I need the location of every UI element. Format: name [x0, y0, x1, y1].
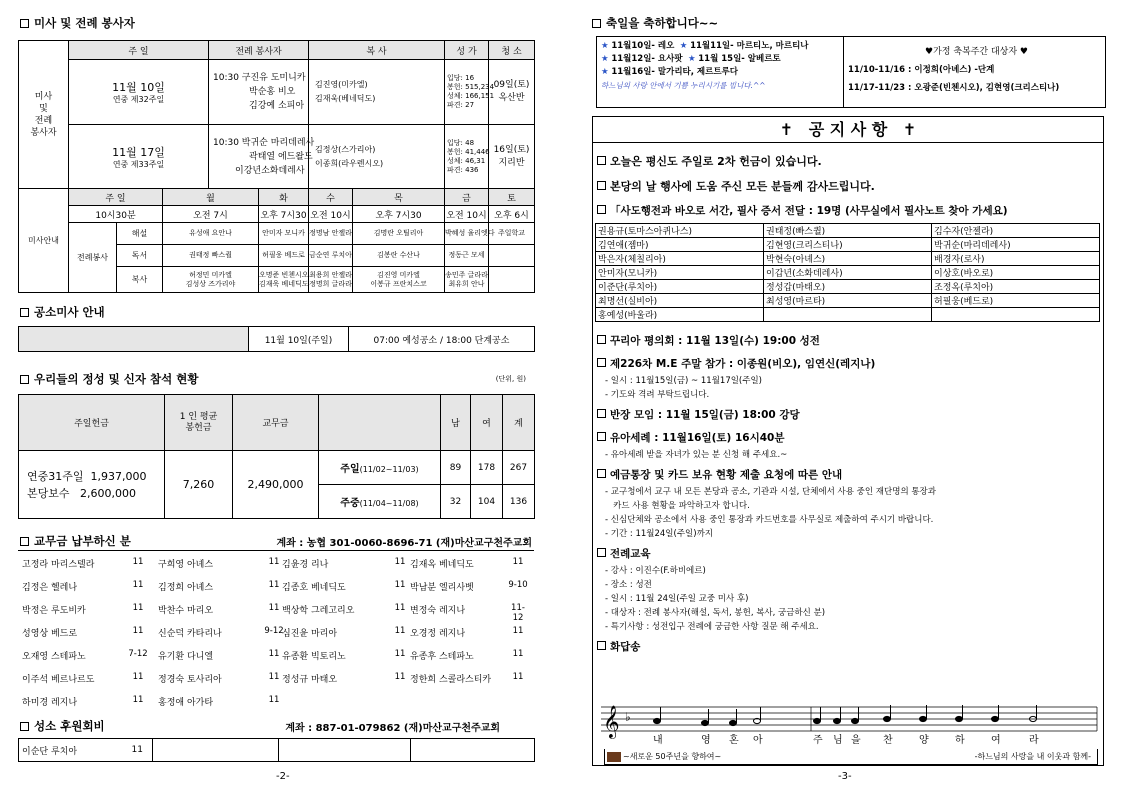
- ministers-side-label: 미사 및 전례 봉사자: [19, 41, 69, 189]
- music-note: [992, 716, 999, 721]
- scribe-cell: 김연애(젬마): [596, 238, 764, 252]
- scribe-cell: 박귀순(마리데레사): [932, 238, 1100, 252]
- dues-entry: 오경정 레지나: [410, 629, 466, 639]
- dues-entry: 변정숙 레지나: [410, 606, 466, 616]
- lyric-syllable: 라: [1029, 735, 1039, 746]
- dues-entry: 유종후 스테파노: [410, 652, 474, 662]
- notice-detail: - 특기사항 : 성전입구 전례에 궁금한 사항 질문 해 주세요.: [605, 622, 819, 632]
- scribe-cell: 홍예성(바울라): [596, 308, 764, 322]
- checkbox-icon: [20, 722, 29, 731]
- logo-icon: [607, 752, 621, 762]
- scribe-cell: 최명선(실비아): [596, 294, 764, 308]
- notice-item: 화답송: [597, 639, 640, 654]
- dues-months: 11: [132, 603, 144, 613]
- music-note: [852, 718, 859, 723]
- dues-months: 11: [512, 649, 524, 659]
- ministers-title: 미사 및 전례 봉사자: [20, 14, 135, 32]
- scribe-cell: 이갑년(소화데레사): [764, 266, 932, 280]
- lyric-syllable: 혼: [729, 735, 739, 746]
- row-subdate: 연중 제32주일: [112, 95, 165, 104]
- scribe-table: [595, 223, 1100, 322]
- star-icon: ★: [687, 54, 696, 64]
- notice-title: ✝ 공 지 사 항 ✝: [593, 117, 1103, 143]
- dues-entry: 신순덕 카타리나: [158, 629, 222, 639]
- dues-entry: 이주석 베르나르도: [22, 675, 95, 685]
- checkbox-icon: [20, 19, 29, 28]
- notice-item: 꾸리아 평의회 : 11월 13일(수) 19:00 성전: [597, 333, 820, 348]
- notice-item: 반장 모임 : 11월 15일(금) 18:00 강당: [597, 407, 800, 422]
- dues-months: 11: [512, 626, 524, 636]
- notice-detail: - 장소 : 성전: [605, 580, 652, 590]
- minister-row: 11월 17일 연중 제33주일 10:30 박귀순 마리데레사 곽태열 에드왈드 이강년소화데레사 김정상(스가리아) 이종희(라우렌시오) 입당: 48 봉헌: 41,446 성체: 46,31 파견: 436 16일(토) 지리반: [19, 125, 535, 189]
- offering-title: 우리들의 정성 및 신자 참석 현황 (단위, 원): [20, 370, 536, 388]
- star-icon: ★: [601, 67, 609, 77]
- page-number: -2-: [276, 771, 290, 782]
- notice-item: 전례교육: [597, 546, 651, 561]
- col-header: 성 가: [445, 41, 489, 60]
- col-header: 주 일: [69, 41, 209, 60]
- dues-entry: 홍정애 아가타: [158, 698, 214, 708]
- dues-months: 11: [268, 580, 280, 590]
- dues-entry: 김윤경 리나: [282, 560, 329, 570]
- dues-months: 11: [394, 626, 406, 636]
- public-mass-title: 공소미사 안내: [20, 303, 105, 321]
- notice-item: 제226차 M.E 주말 참가 : 이종원(비오), 임연신(레지나): [597, 356, 875, 371]
- donors-title: 성소 후원회비 계좌 : 887-01-079862 (재)마산교구천주교회: [20, 717, 500, 735]
- cross-icon: ✝: [902, 120, 917, 139]
- dues-entry: 박남분 엘리사벳: [410, 583, 474, 593]
- dues-entry: 백상학 그레고리오: [282, 606, 355, 616]
- ministers-table: 미사 및 전례 봉사자 주 일 전례 봉사자 복 사 성 가 청 소 11월 10일 연중 제32주일 10:30 구진유 도미니카 박순홍 비오 김강예 소피아 김진영(미카엘) 김재욱(베네딕도) 입당: 16 봉헌: 515,234 성체: 166,151 파견: 27 09일(토) 옥산반 11월 17일 연중 제33주일 10:30 박귀순 마리데레사 곽태열 에드왈드 이강년소화데레사 김정상(스가리아) 이종희(라우렌시오) 입당: 48 봉헌: 41,446 성체: 46,31 파견: 436 16일(토) 지리반 미사안내 주 일 월 화 수 목 금 토 10시30분 오전 7시 오후 7시30 오전 10시 오후 7시30 오전 10시 오후 6시 전례봉사 해설 유성애 요안나 안미자 모니카 정명남 안젤라 김명란 오틸리아 박혜성 율리엣다 주일학교 독서 권태정 빠스퀄 허필웅 베드로 금순연 루치아 김봉란 수산나 정동근 모세 복사 허정민 미카엘 김성상 즈가리야 오명준 빈첸시오 김재욱 베네딕도 최용희 안젤라 정명희 글라라 김진영 미카엘 이봉규 프란치스코 송민주 글라라 최유희 안나: [18, 40, 535, 293]
- mass-role-row: 독서 권태정 빠스퀄 허필웅 베드로 금순연 루치아 김봉란 수산나 정동근 모세: [19, 245, 535, 267]
- notice-item: 본당의 날 행사에 도움 주신 모든 분들께 감사드립니다.: [597, 174, 1008, 199]
- dues-entry: 정경숙 토사리아: [158, 675, 222, 685]
- music-note: [814, 718, 821, 723]
- notice-item: 예금통장 및 카드 보유 현황 제출 요청에 따른 안내: [597, 467, 842, 482]
- checkbox-icon: [20, 537, 29, 546]
- music-note: [730, 720, 737, 725]
- scribe-cell: 정성갑(마태오): [764, 280, 932, 294]
- right-page: [590, 0, 1105, 795]
- col-header: 전례 봉사자: [209, 41, 309, 60]
- dues-entry: 김정희 아녜스: [158, 583, 214, 593]
- row-subdate: 연중 제33주일: [112, 159, 165, 169]
- dues-months: 11-12: [511, 603, 525, 623]
- mass-role-row: 복사 허정민 미카엘 김성상 즈가리야 오명준 빈첸시오 김재욱 베네딕도 최용희 안젤라 정명희 글라라 김진영 미카엘 이봉규 프란치스코 송민주 글라라 최유희 안나: [19, 267, 535, 293]
- dues-entry: 정한희 스콜라스티카: [410, 675, 492, 685]
- dues-months: 11: [132, 626, 144, 636]
- dues-entry: 김정은 헬레나: [22, 583, 78, 593]
- left-page: [18, 0, 534, 795]
- dues-months: 11: [132, 695, 144, 705]
- scribe-cell: 허필웅(베드로): [932, 294, 1100, 308]
- checkbox-icon: [592, 19, 601, 28]
- dues-entry: 박찬수 마리오: [158, 606, 214, 616]
- dues-entry: 박정은 루도비카: [22, 606, 86, 616]
- star-icon: ★: [679, 41, 688, 51]
- scribe-cell: 김현영(크리스티나): [764, 238, 932, 252]
- scribe-cell: 이상호(바오로): [932, 266, 1100, 280]
- lyric-syllable: 여: [991, 735, 1001, 746]
- dues-months: 9-10: [508, 580, 528, 590]
- dues-months: 11: [394, 557, 406, 567]
- checkbox-icon: [20, 308, 29, 317]
- music-note: [956, 716, 963, 721]
- mass-side-label: 미사안내: [19, 189, 69, 293]
- music-staff: [597, 701, 1101, 745]
- notice-detail: - 교구청에서 교구 내 모든 본당과 공소, 기관과 시설, 단체에서 사용 중인 재단명의 통장과: [605, 487, 936, 497]
- dues-months: 11: [268, 695, 280, 705]
- scribe-cell: [932, 308, 1100, 322]
- dues-months: 11: [512, 557, 524, 567]
- dues-months: 11: [268, 649, 280, 659]
- checkbox-icon: [597, 432, 606, 441]
- feast-box: ★ 11월10일- 레오 ★ 11월11일- 마르티노, 마르티나 ★ 11월12일- 요사팟 ★ 11월 15일- 알베르토 ★ 11월16일- 말가리타, 제르트루다 하느님의 사랑 안에서 기쁨 누리시기를 빕니다.^^: [596, 36, 844, 108]
- dues-months: 11: [132, 557, 144, 567]
- mass-role-row: 전례봉사 해설 유성애 요안나 안미자 모니카 정명남 안젤라 김명란 오틸리아 박혜성 율리엣다 주일학교: [19, 223, 535, 245]
- dues-months: 11: [268, 557, 280, 567]
- scribe-cell: 안미자(모니카): [596, 266, 764, 280]
- lyric-syllable: 내: [653, 735, 663, 746]
- scribe-cell: 박현숙(아녜스): [764, 252, 932, 266]
- dues-entry: 성영상 베드로: [22, 629, 78, 639]
- dues-entry: 오재영 스테파노: [22, 652, 86, 662]
- page-number: -3-: [838, 771, 852, 782]
- checkbox-icon: [597, 335, 606, 344]
- dues-entry: 정성규 마태오: [282, 675, 338, 685]
- dues-months: 11: [268, 672, 280, 682]
- dues-entry: 고정라 마리스텔라: [22, 560, 95, 570]
- lyric-syllable: 양: [919, 735, 929, 746]
- scribe-cell: 조정옥(루치아): [932, 280, 1100, 294]
- dues-entry: 하미경 레지나: [22, 698, 78, 708]
- checkbox-icon: [20, 375, 29, 384]
- dues-entry: 구희영 아녜스: [158, 560, 214, 570]
- footer-bar: ~새로운 50주년을 향하여~ -하느님의 사랑을 내 이웃과 함께-: [604, 749, 1098, 765]
- notice-detail: - 유아세례 받을 자녀가 있는 분 신청 해 주세요.~: [605, 450, 788, 460]
- dues-months: 11: [394, 649, 406, 659]
- checkbox-icon: [597, 641, 606, 650]
- notice-item: 오늘은 평신도 주일로 2차 헌금이 있습니다.: [597, 149, 1008, 174]
- dues-entry: 유종환 빅토리노: [282, 652, 346, 662]
- music-note: [834, 718, 841, 723]
- dues-entry: 심진윤 마리아: [282, 629, 338, 639]
- scribe-cell: [764, 308, 932, 322]
- notice-detail: - 일시 : 11월 24일(주일 교중 미사 후): [605, 594, 749, 604]
- music-note: [702, 720, 709, 725]
- notice-item: 「사도행전과 바오로 서간, 필사 증서 전달 : 19명 (사무실에서 필사노트 찾아 가세요): [597, 199, 1008, 224]
- lyric-syllable: 님: [833, 735, 843, 746]
- dues-months: 11: [132, 580, 144, 590]
- dues-title: 교무금 납부하신 분 계좌 : 농협 301-0060-8696-71 (재)마산교구천주교회: [20, 532, 532, 550]
- notice-detail: - 기간 : 11월24일(주일)까지: [605, 529, 713, 539]
- dues-months: 7-12: [128, 649, 148, 659]
- checkbox-icon: [597, 469, 606, 478]
- col-header: 청 소: [489, 41, 535, 60]
- lyric-syllable: 찬: [883, 735, 893, 746]
- scribe-cell: 이준단(루치아): [596, 280, 764, 294]
- lyric-syllable: 아: [753, 735, 763, 746]
- notice-items: [597, 149, 1008, 224]
- notice-detail: - 대상자 : 전례 봉사자(해설, 독서, 봉헌, 복사, 궁금하신 분): [605, 608, 826, 618]
- cross-icon: ✝: [779, 120, 794, 139]
- dues-entry: 김종호 베네딕도: [282, 583, 346, 593]
- notice-detail: - 신심단체와 공소에서 사용 중인 통장과 카드번호를 사무실로 제출하여 주시기 바랍니다.: [605, 515, 934, 525]
- scribe-cell: 박은자(체칠리아): [596, 252, 764, 266]
- notice-detail: - 기도와 격려 부탁드립니다.: [605, 390, 710, 400]
- lyric-syllable: 영: [701, 735, 711, 746]
- celebrate-title: 축일을 축하합니다~~: [592, 14, 718, 32]
- dues-months: 11: [268, 603, 280, 613]
- dues-months: 11: [394, 672, 406, 682]
- scribe-cell: 권태정(빠스퀄): [764, 224, 932, 238]
- family-box: ♥가정 축복주간 대상자 ♥ 11/10-11/16 : 이정희(아녜스) -단계 11/17-11/23 : 오광준(빈첸시오), 김현영(크리스티나): [844, 36, 1106, 108]
- feast-closing: 하느님의 사랑 안에서 기쁨 누리시기를 빕니다.^^: [601, 81, 766, 90]
- treble-clef-icon: 𝄞: [603, 705, 620, 738]
- notice-detail: - 강사 : 이진수(F.하비에르): [605, 566, 706, 576]
- row-date: 11월 17일: [112, 145, 165, 159]
- notice-box: [592, 116, 1104, 766]
- col-header: 복 사: [309, 41, 445, 60]
- checkbox-icon: [597, 409, 606, 418]
- offering-table: 주일헌금 1 인 평균 봉헌금 교무금 남 여 계 연중31주일 1,937,000 본당보수 2,600,000 7,260 2,490,000 주일(11/02~11/03) 89 178 267 주중(11/04~11/08) 32 104 136: [18, 394, 535, 519]
- dues-months: 11: [394, 580, 406, 590]
- music-note: [654, 718, 661, 723]
- dues-months: 11: [512, 672, 524, 682]
- dues-months: 9-12: [264, 626, 284, 636]
- notice-detail: 카드 사용 현황을 파악하고자 합니다.: [605, 501, 750, 511]
- scribe-cell: 권용규(토마스아퀴나스): [596, 224, 764, 238]
- row-date: 11월 10일: [112, 81, 165, 94]
- scribe-cell: 배경자(로사): [932, 252, 1100, 266]
- checkbox-icon: [597, 358, 606, 367]
- star-icon: ★: [601, 54, 609, 64]
- star-icon: ★: [601, 41, 609, 51]
- minister-row: 11월 10일 연중 제32주일 10:30 구진유 도미니카 박순홍 비오 김강예 소피아 김진영(미카엘) 김재욱(베네딕도) 입당: 16 봉헌: 515,234 성체: 166,151 파견: 27 09일(토) 옥산반: [19, 60, 535, 125]
- notice-detail: - 일시 : 11월15일(금) ~ 11월17일(주일): [605, 376, 762, 386]
- lyric-syllable: 하: [955, 735, 965, 746]
- lyric-syllable: 을: [851, 735, 861, 746]
- dues-months: 11: [394, 603, 406, 613]
- dues-grid: [18, 550, 534, 710]
- dues-entry: 김재옥 베네딕도: [410, 560, 474, 570]
- donors-table: 이순단 루치아 11: [18, 738, 535, 762]
- scribe-cell: 최성영(마르타): [764, 294, 932, 308]
- dues-months: 11: [132, 672, 144, 682]
- public-mass-table: 11월 10일(주일) 07:00 예성공소 / 18:00 단계공소: [18, 326, 535, 352]
- checkbox-icon: [597, 548, 606, 557]
- dues-entry: 유기환 다니엘: [158, 652, 214, 662]
- lyric-syllable: 주: [813, 735, 823, 746]
- flat-icon: ♭: [625, 710, 631, 724]
- scribe-cell: 김수자(안젤라): [932, 224, 1100, 238]
- notice-item: 유아세례 : 11월16일(토) 16시40분: [597, 430, 785, 445]
- music-note: [884, 716, 891, 721]
- music-note: [920, 716, 927, 721]
